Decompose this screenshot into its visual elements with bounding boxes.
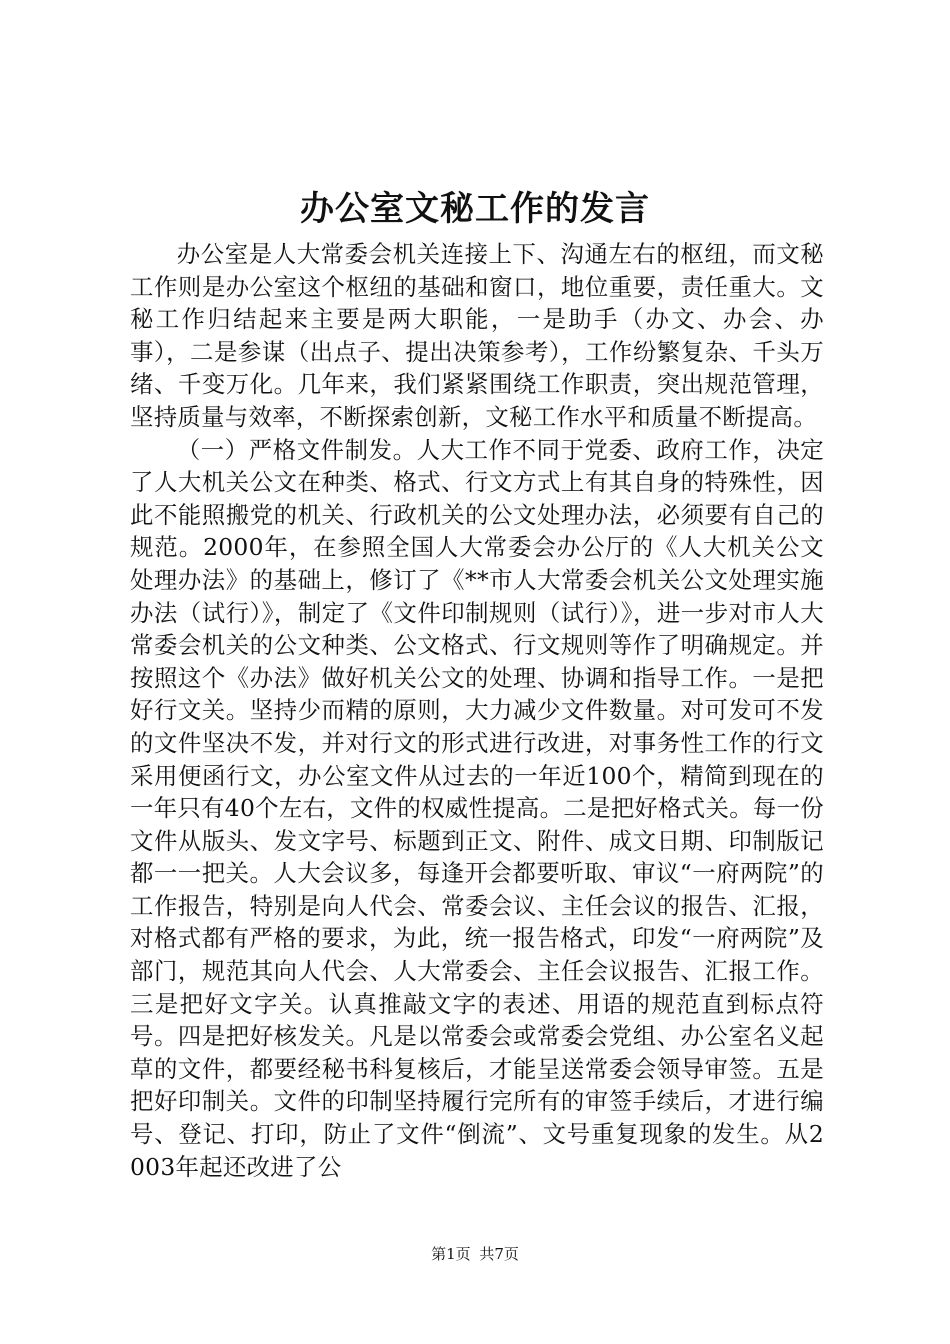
paragraph-intro: 办公室是人大常委会机关连接上下、沟通左右的枢纽，而文秘工作则是办公室这个枢纽的基础和窗口，地位重要，责任重大。文秘工作归结起来主要是两大职能，一是助手（办文、办会、办事），二是参谋（出点子、提出决策参考），工作纷繁复杂、千头万绪、千变万化。几年来，我们紧紧围绕工作职责，突出规范管理，坚持质量与效率，不断探索创新，文秘工作水平和质量不断提高。 <box>130 240 824 431</box>
page-footer <box>0 1244 950 1264</box>
page-title: 办公室文秘工作的发言 <box>300 189 650 229</box>
paragraph-section-1: （一）严格文件制发。人大工作不同于党委、政府工作，决定了人大机关公文在种类、格式、行文方式上有其自身的特殊性，因此不能照搬党的机关、行政机关的公文处理办法，必须要有自己的规范。2000年，在参照全国人大常委会办公厅的《人大机关公文处理办法》的基础上，修订了《**市人大常委会机关公文处理实施办法（试行）》，制定了《文件印制规则（试行）》，进一步对市人大常委会机关的公文种类、公文格式、行文规则等作了明确规定。并按照这个《办法》做好机关公文的处理、协调和指导工作。一是把好行文关。坚持少而精的原则，大力减少文件数量。对可发可不发的文件坚决不发，并对行文的形式进行改进，对事务性工作的行文采用便函行文，办公室文件从过去的一年近100个，精简到现在的一年只有40个左右，文件的权威性提高。二是把好格式关。每一份文件从版头、发文字号、标题到正文、附件、成文日期、印制版记都一一把关。人大会议多，每逢开会都要听取、审议“一府两院”的工作报告，特别是向人代会、常委会议、主任会议的报告、汇报，对格式都有严格的要求，为此，统一报告格式，印发“一府两院”及部门，规范其向人代会、人大常委会、主任会议报告、汇报工作。三是把好文字关。认真推敲文字的表述、用语的规范直到标点符号。四是把好核发关。凡是以常委会或常委会党组、办公室名义起草的文件，都要经秘书科复核后，才能呈送常委会领导审签。五是把好印制关。文件的印制坚持履行完所有的审签手续后，才进行编号、登记、打印，防止了文件“倒流”、文号重复现象的发生。从2003年起还改进了公 <box>130 435 824 1181</box>
page-number: 第1页 <box>431 1245 471 1263</box>
document-body <box>130 238 824 1183</box>
page-total: 共7页 <box>479 1245 519 1263</box>
